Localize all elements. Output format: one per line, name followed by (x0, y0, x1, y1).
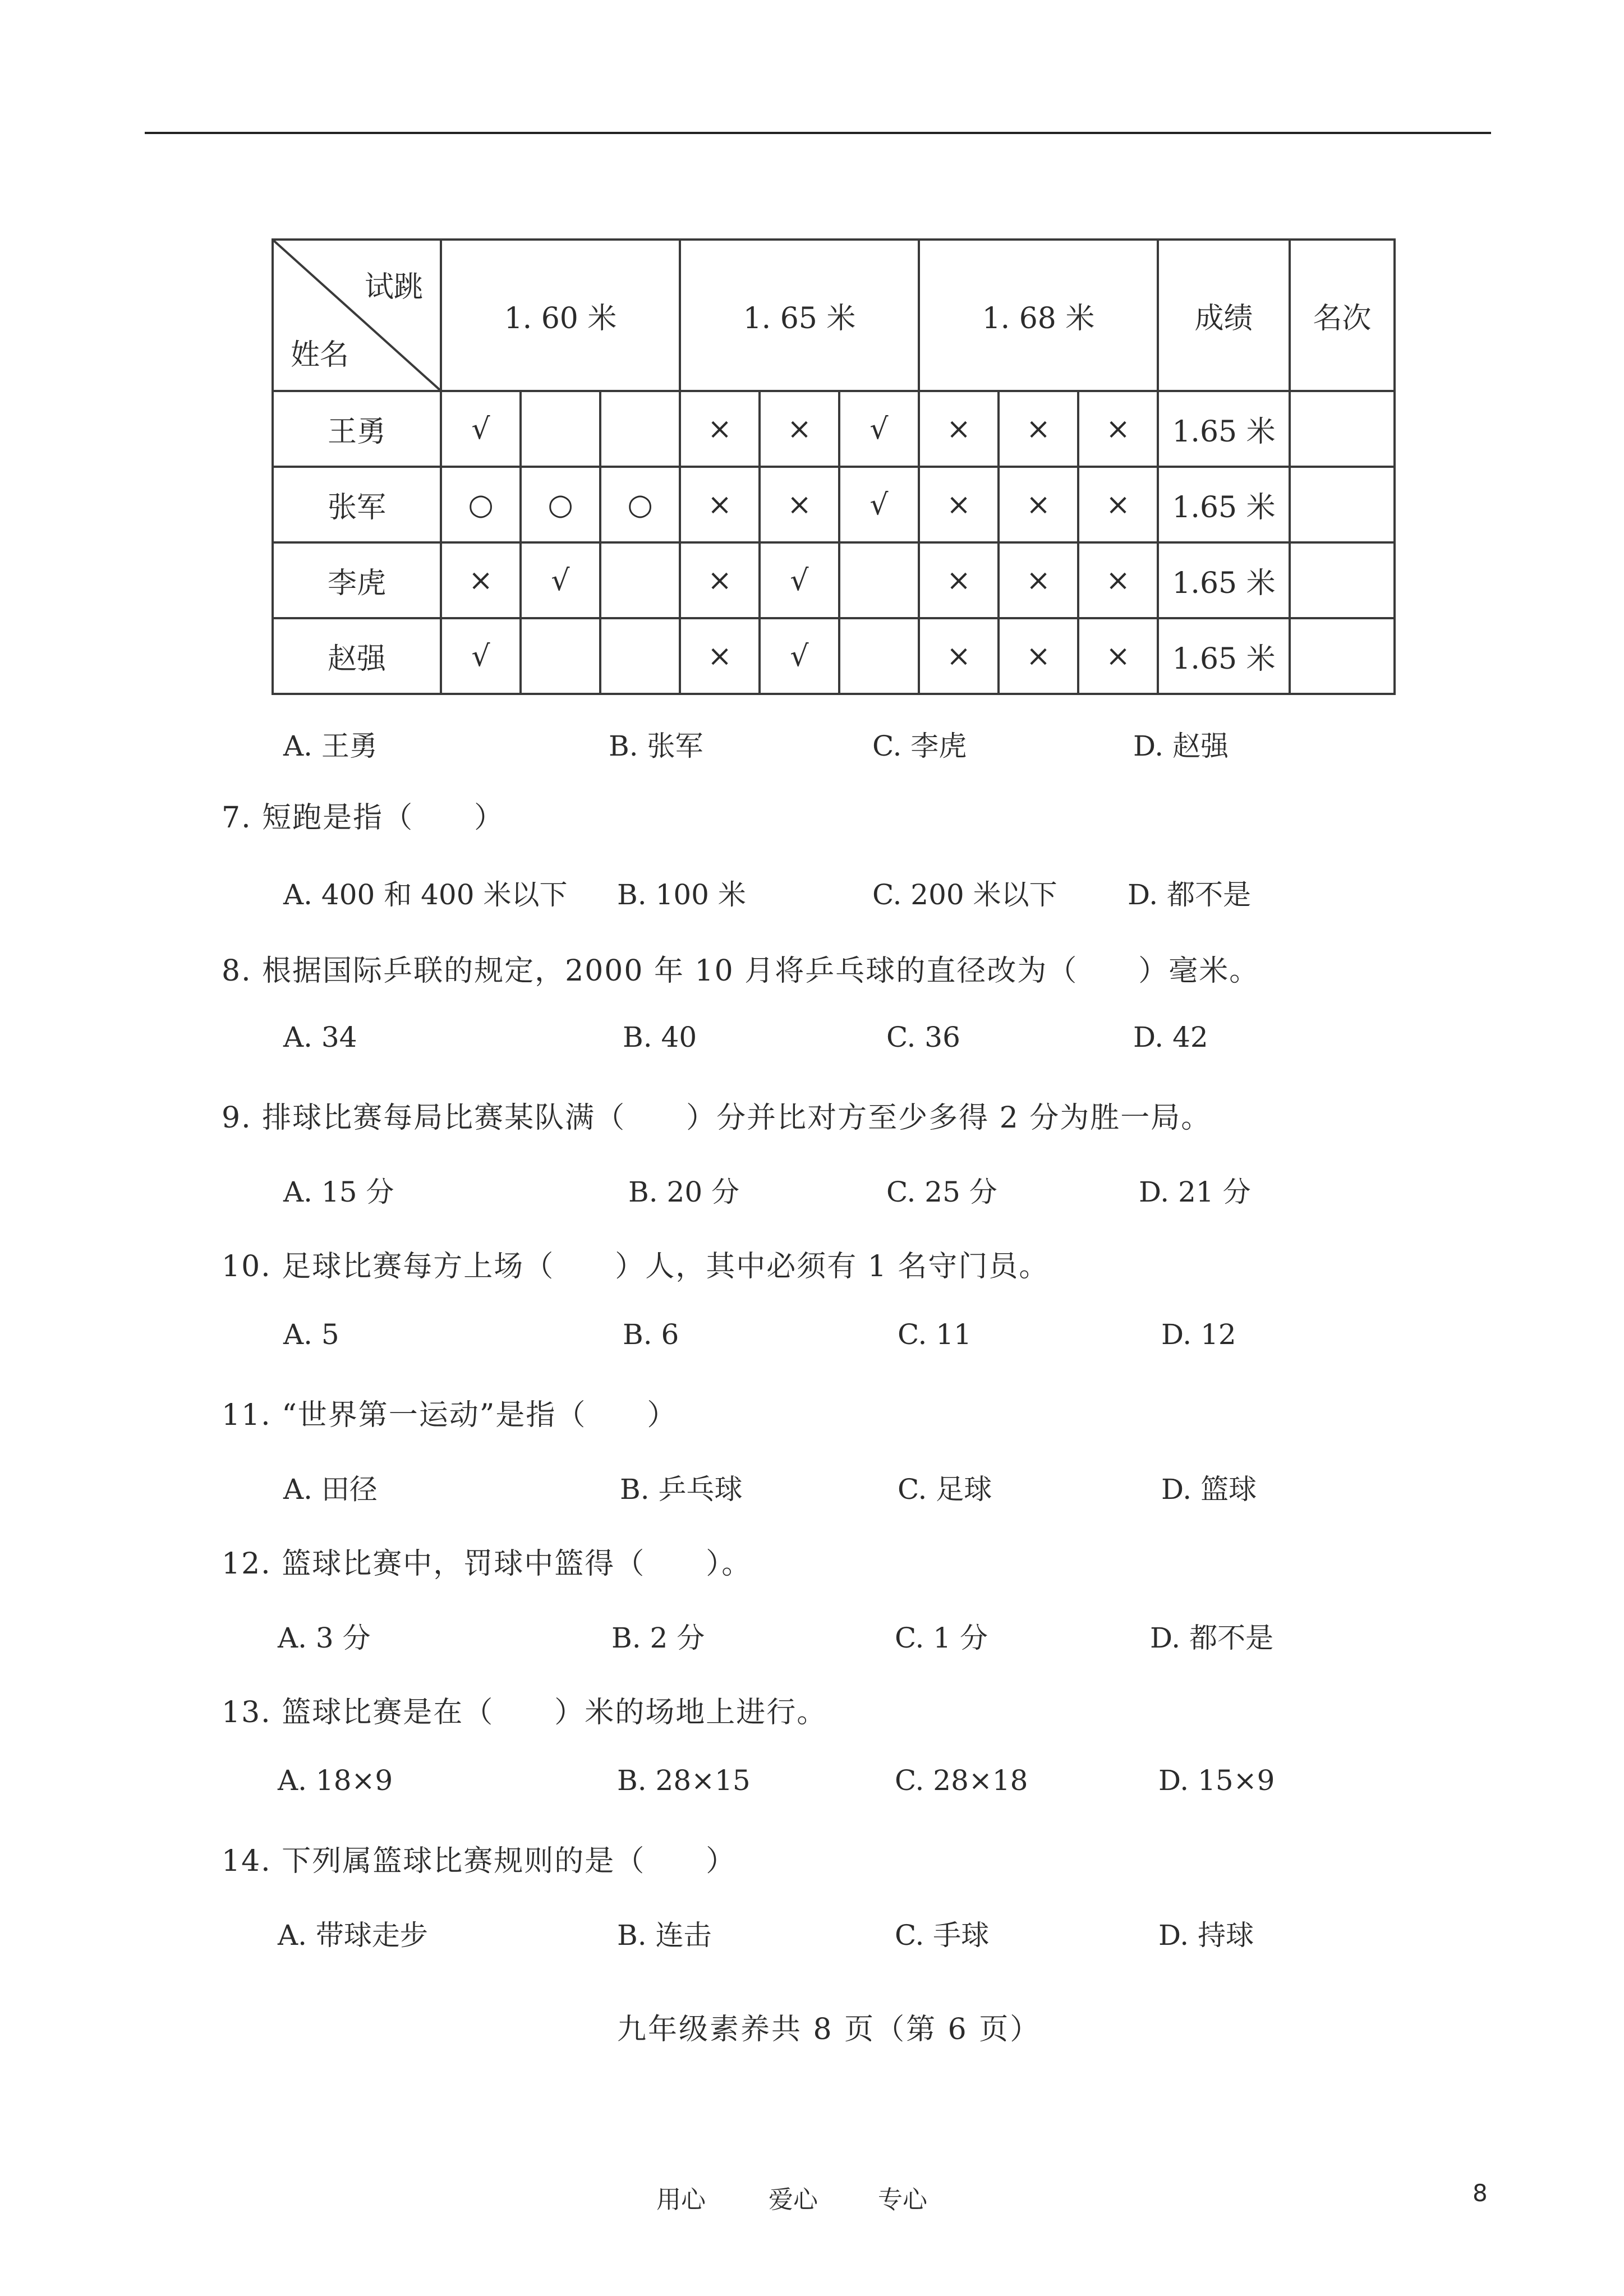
athlete-rank (1290, 618, 1395, 694)
table-row (273, 467, 1395, 542)
attempt-mark: √ (521, 542, 600, 618)
table-row (273, 391, 1395, 467)
attempt-mark (600, 391, 680, 467)
attempt-mark: ○ (521, 467, 600, 542)
height-header-3: 1. 68 米 (919, 240, 1158, 391)
q11-option-c: C. 足球 (898, 1473, 992, 1506)
q6-option-a: A. 王勇 (283, 730, 378, 762)
footer-word-3: 专心 (878, 2185, 927, 2214)
height-header-2: 1. 65 米 (680, 240, 919, 391)
q12-option-a: A. 3 分 (278, 1622, 371, 1654)
attempt-mark: × (680, 467, 760, 542)
q8-option-b: B. 40 (623, 1021, 697, 1053)
attempt-mark: × (1078, 467, 1158, 542)
exam-page-footer: 九年级素养共 8 页（第 6 页） (617, 2013, 1041, 2046)
athlete-rank (1290, 391, 1395, 467)
q9-option-a: A. 15 分 (283, 1176, 394, 1208)
attempt-mark: × (999, 467, 1078, 542)
attempt-mark: ○ (441, 467, 521, 542)
q6-option-d: D. 赵强 (1133, 730, 1229, 762)
athlete-score: 1.65 米 (1158, 391, 1290, 467)
attempt-mark: √ (760, 618, 839, 694)
q12-option-c: C. 1 分 (895, 1622, 988, 1654)
athlete-rank (1290, 467, 1395, 542)
q11-option-b: B. 乒乓球 (620, 1473, 743, 1506)
attempt-mark: √ (839, 391, 919, 467)
athlete-score: 1.65 米 (1158, 467, 1290, 542)
attempt-mark: × (1078, 618, 1158, 694)
q14-option-b: B. 连击 (617, 1919, 712, 1952)
q10-option-c: C. 11 (898, 1318, 972, 1351)
athlete-rank (1290, 542, 1395, 618)
table-header-row (273, 240, 1395, 391)
q14-option-c: C. 手球 (895, 1919, 990, 1952)
attempt-mark: × (760, 467, 839, 542)
table-row (273, 618, 1395, 694)
q6-option-c: C. 李虎 (872, 730, 967, 762)
q13-option-a: A. 18×9 (278, 1764, 393, 1797)
attempt-mark: × (760, 391, 839, 467)
header-attempt-label: 试跳 (364, 270, 423, 304)
athlete-score: 1.65 米 (1158, 618, 1290, 694)
high-jump-score-table (272, 238, 1396, 695)
rank-header: 名次 (1290, 240, 1395, 391)
question-8: 8. 根据国际乒联的规定，2000 年 10 月将乒乓球的直径改为（ ）毫米。 (222, 954, 1260, 988)
q13-option-c: C. 28×18 (895, 1764, 1028, 1797)
q10-option-b: B. 6 (623, 1318, 679, 1351)
attempt-mark: × (441, 542, 521, 618)
q6-option-b: B. 张军 (609, 730, 703, 762)
attempt-mark: × (919, 618, 999, 694)
q7-option-c: C. 200 米以下 (872, 878, 1057, 911)
athlete-name: 张军 (273, 467, 441, 542)
attempt-mark: √ (441, 618, 521, 694)
q7-option-d: D. 都不是 (1128, 878, 1252, 911)
q10-option-d: D. 12 (1161, 1318, 1236, 1351)
attempt-mark: × (919, 542, 999, 618)
question-12: 12. 篮球比赛中，罚球中篮得（ ）。 (222, 1547, 752, 1581)
header-name-label: 姓名 (291, 338, 349, 372)
q10-option-a: A. 5 (283, 1318, 339, 1351)
q12-option-b: B. 2 分 (611, 1622, 705, 1654)
q14-option-d: D. 持球 (1158, 1919, 1254, 1952)
attempt-mark: √ (760, 542, 839, 618)
question-11: 11. “世界第一运动”是指（ ） (222, 1398, 678, 1432)
diagonal-header-cell (273, 240, 441, 391)
q13-option-d: D. 15×9 (1158, 1764, 1275, 1797)
attempt-mark: × (919, 467, 999, 542)
q8-option-d: D. 42 (1133, 1021, 1208, 1053)
table-row (273, 542, 1395, 618)
q12-option-d: D. 都不是 (1150, 1622, 1274, 1654)
attempt-mark (600, 542, 680, 618)
attempt-mark: √ (839, 467, 919, 542)
attempt-mark (839, 542, 919, 618)
q13-option-b: B. 28×15 (617, 1764, 751, 1797)
question-7: 7. 短跑是指（ ） (222, 801, 505, 835)
attempt-mark: × (999, 542, 1078, 618)
attempt-mark: × (919, 391, 999, 467)
q14-option-a: A. 带球走步 (278, 1919, 428, 1952)
attempt-mark (521, 391, 600, 467)
q7-option-a: A. 400 和 400 米以下 (283, 878, 568, 911)
athlete-name: 李虎 (273, 542, 441, 618)
q9-option-b: B. 20 分 (628, 1176, 740, 1208)
q9-option-d: D. 21 分 (1139, 1176, 1251, 1208)
attempt-mark: × (1078, 391, 1158, 467)
height-header-1: 1. 60 米 (441, 240, 680, 391)
athlete-name: 王勇 (273, 391, 441, 467)
attempt-mark: √ (441, 391, 521, 467)
q11-option-a: A. 田径 (283, 1473, 378, 1506)
attempt-mark: × (680, 618, 760, 694)
question-9: 9. 排球比赛每局比赛某队满（ ）分并比对方至少多得 2 分为胜一局。 (222, 1101, 1212, 1135)
score-header: 成绩 (1158, 240, 1290, 391)
athlete-score: 1.65 米 (1158, 542, 1290, 618)
attempt-mark (600, 618, 680, 694)
footer-word-1: 用心 (656, 2185, 706, 2214)
q11-option-d: D. 篮球 (1161, 1473, 1257, 1506)
attempt-mark: × (999, 391, 1078, 467)
attempt-mark (839, 618, 919, 694)
q7-option-b: B. 100 米 (617, 878, 746, 911)
attempt-mark: × (680, 391, 760, 467)
footer-word-2: 爱心 (769, 2185, 818, 2214)
question-10: 10. 足球比赛每方上场（ ）人，其中必须有 1 名守门员。 (222, 1250, 1050, 1283)
question-13: 13. 篮球比赛是在（ ）米的场地上进行。 (222, 1696, 827, 1729)
page-number: 8 (1473, 2179, 1488, 2207)
q8-option-c: C. 36 (886, 1021, 960, 1053)
q8-option-a: A. 34 (283, 1021, 357, 1053)
attempt-mark: × (680, 542, 760, 618)
question-14: 14. 下列属篮球比赛规则的是（ ） (222, 1844, 737, 1878)
attempt-mark: × (999, 618, 1078, 694)
q9-option-c: C. 25 分 (886, 1176, 997, 1208)
athlete-name: 赵强 (273, 618, 441, 694)
attempt-mark: ○ (600, 467, 680, 542)
attempt-mark (521, 618, 600, 694)
attempt-mark: × (1078, 542, 1158, 618)
header-rule (145, 132, 1491, 134)
